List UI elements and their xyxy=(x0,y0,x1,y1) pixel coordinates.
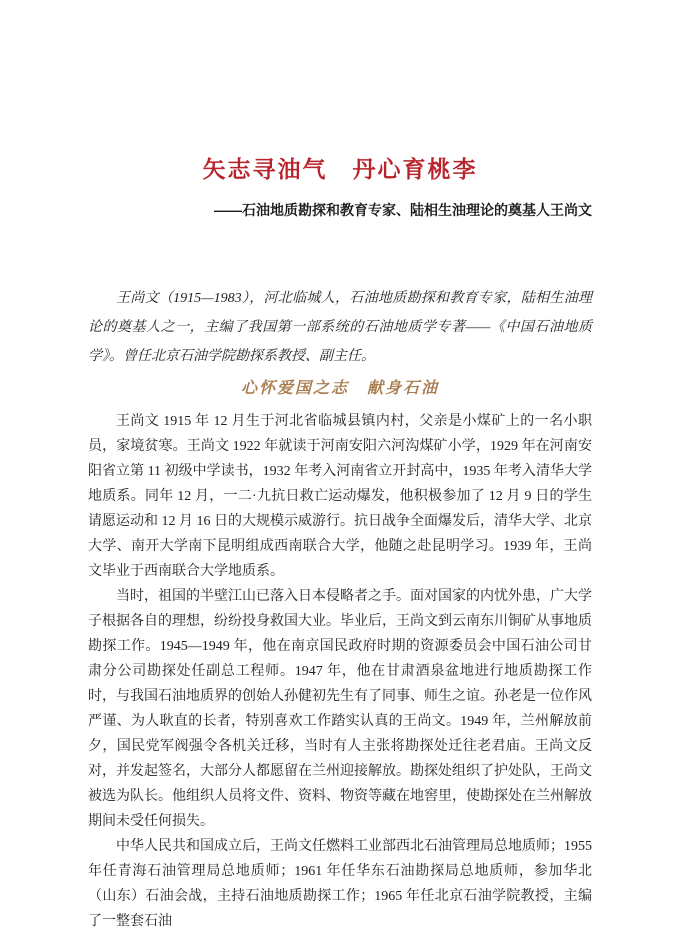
article-body xyxy=(88,409,592,934)
article-title: 矢志寻油气 丹心育桃李 xyxy=(202,157,478,182)
article-subtitle: ——石油地质勘探和教育专家、陆相生油理论的奠基人王尚文 xyxy=(214,202,592,218)
section-heading: 心怀爱国之志 献身石油 xyxy=(240,380,439,397)
body-paragraph-3: 中华人民共和国成立后，王尚文任燃料工业部西北石油管理局总地质师；1955 年任青海石油管理局总地质师；1961 年任华东石油勘探局总地质师，参加华北（山东）石油会战，主持石油地质勘探工作；1965 年任北京石油学院教授，主编了一整套石油 xyxy=(88,839,592,929)
body-paragraph-1: 王尚文 1915 年 12 月生于河北省临城县镇内村，父亲是小煤矿上的一名小职员，家境贫寒。王尚文 1922 年就读于河南安阳六河沟煤矿小学，1929 年在河南安阳省立第 11 初级中学读书，1932 年考入河南省立开封高中，1935 年考入清华大学地质系。同年 12 月，一二·九抗日救亡运动爆发，他积极参加了 12 月 9 日的学生请愿运动和 12 月 16 日的大规模示威游行。抗日战争全面爆发后，清华大学、北京大学、南开大学南下昆明组成西南联合大学，他随之赴昆明学习。1939 年，王尚文毕业于西南联合大学地质系。 xyxy=(88,414,592,579)
intro-paragraph: 王尚文（1915—1983），河北临城人，石油地质勘探和教育专家，陆相生油理论的奠基人之一，主编了我国第一部系统的石油地质学专著——《中国石油地质学》。曾任北京石油学院勘探系教授、副主任。 xyxy=(88,291,592,364)
body-paragraph-2: 当时，祖国的半壁江山已落入日本侵略者之手。面对国家的内忧外患，广大学子根据各自的理想，纷纷投身救国大业。毕业后，王尚文到云南东川铜矿从事地质勘探工作。1945—1949 年，他在南京国民政府时期的资源委员会中国石油公司甘肃分公司勘探处任副总工程师。1947 年，他在甘肃酒泉盆地进行地质勘探工作时，与我国石油地质界的创始人孙健初先生有了同事、师生之谊。孙老是一位作风严谨、为人耿直的长者，特别喜欢工作踏实认真的王尚文。1949 年，兰州解放前夕，国民党军阀强令各机关迁移，当时有人主张将勘探处迁往老君庙。王尚文反对，并发起签名，大部分人都愿留在兰州迎接解放。勘探处组织了护处队，王尚文被选为队长。他组织人员将文件、资料、物资等藏在地窖里，使勘探处在兰州解放期间未受任何损失。 xyxy=(88,589,592,829)
